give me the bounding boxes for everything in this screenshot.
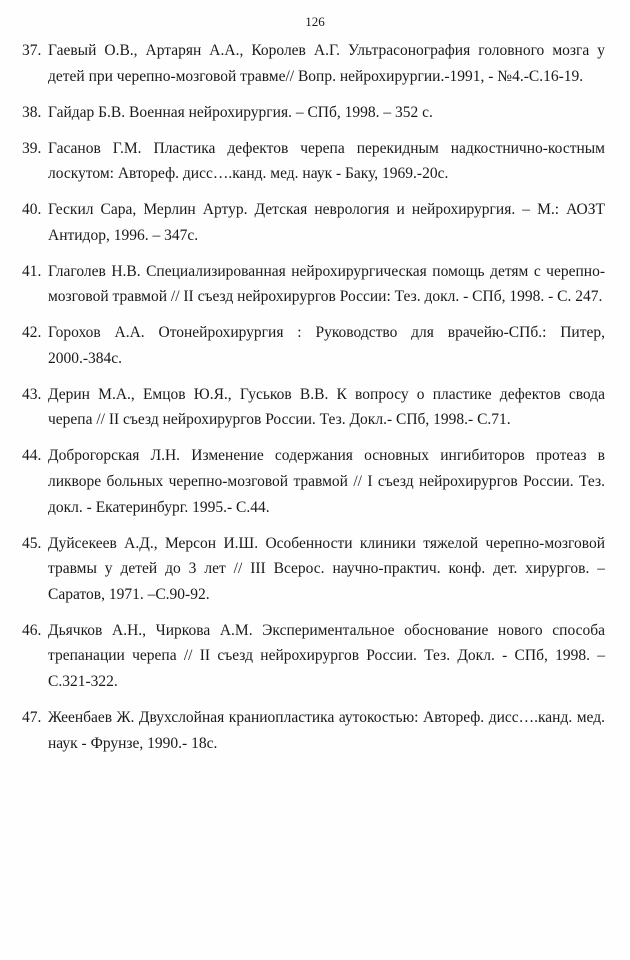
- reference-number: 37.: [22, 42, 42, 59]
- reference-item: [22, 136, 605, 187]
- reference-text: Гескил Сара, Мерлин Артур. Детская неврология и нейрохирургия. – М.: АОЗТ Антидор, 1996. – 347с.: [48, 201, 605, 244]
- reference-number: 45.: [22, 534, 42, 552]
- reference-item: [22, 618, 605, 695]
- reference-text: Жеенбаев Ж. Двухслойная краниопластика аутокостью: Автореф. дисс….канд. мед. наук - Фрунзе, 1990.- 18с.: [48, 708, 605, 752]
- reference-number: 43.: [22, 385, 42, 403]
- reference-item: [22, 531, 605, 608]
- reference-text: Дуйсекеев А.Д., Мерсон И.Ш. Особенности клиники тяжелой черепно-мозговой травмы у детей до 3 лет // III Всерос. научно-практич. конф. дет. хирургов. – Саратов, 1971. –С.90-92.: [48, 534, 605, 603]
- reference-item: [22, 443, 605, 520]
- reference-number: 40.: [22, 201, 42, 219]
- reference-text: Дьячков А.Н., Чиркова А.М. Экспериментальное обоснование нового способа трепанации черепа // II съезд нейрохирургов России. Тез. Докл. - СПб, 1998. – С.321-322.: [48, 621, 605, 690]
- reference-number: 47.: [22, 708, 42, 726]
- reference-text: Гайдар Б.В. Военная нейрохирургия. – СПб, 1998. – 352 с.: [48, 103, 433, 121]
- reference-number: 42.: [22, 324, 42, 342]
- reference-item: [22, 382, 605, 433]
- reference-number: 44.: [22, 447, 42, 465]
- reference-item: [22, 100, 605, 126]
- reference-item: [22, 705, 605, 756]
- reference-item: [22, 259, 605, 310]
- reference-text: Доброгорская Л.Н. Изменение содержания основных ингибиторов протеаз в ликворе больных черепно-мозговой травмой // I съезд нейрохирургов России. Тез. докл. - Екатеринбург. 1995.- С.44.: [48, 447, 605, 516]
- reference-text: Глаголев Н.В. Специализированная нейрохирургическая помощь детям с черепно-мозговой травмой // II съезд нейрохирургов России: Тез. докл. - СПб, 1998. - С. 247.: [48, 262, 605, 306]
- reference-text: Гасанов Г.М. Пластика дефектов черепа перекидным надкостнично-костным лоскутом: Автореф. дисс….канд. мед. наук - Баку, 1969.-20с.: [48, 139, 605, 183]
- reference-text: Гаевый О.В., Артарян А.А., Королев А.Г. Ультрасонография головного мозга у детей при черепно-мозговой травме// Вопр. нейрохирургии.-1991, - №4.-С.16-19.: [48, 42, 605, 85]
- reference-text: Дерин М.А., Емцов Ю.Я., Гуськов В.В. К вопросу о пластике дефектов свода черепа // II съезд нейрохирургов России. Тез. Докл.- СПб, 1998.- С.71.: [48, 385, 605, 429]
- page-number: 126: [305, 14, 325, 29]
- reference-number: 41.: [22, 262, 42, 280]
- reference-number: 38.: [22, 103, 42, 121]
- reference-text: Горохов А.А. Отонейрохирургия : Руководство для врачейю-СПб.: Питер, 2000.-384с.: [48, 324, 605, 367]
- reference-number: 46.: [22, 621, 42, 639]
- reference-item: [22, 38, 605, 89]
- reference-list: [22, 38, 605, 767]
- reference-number: 39.: [22, 139, 42, 157]
- reference-item: [22, 197, 605, 248]
- reference-item: [22, 320, 605, 371]
